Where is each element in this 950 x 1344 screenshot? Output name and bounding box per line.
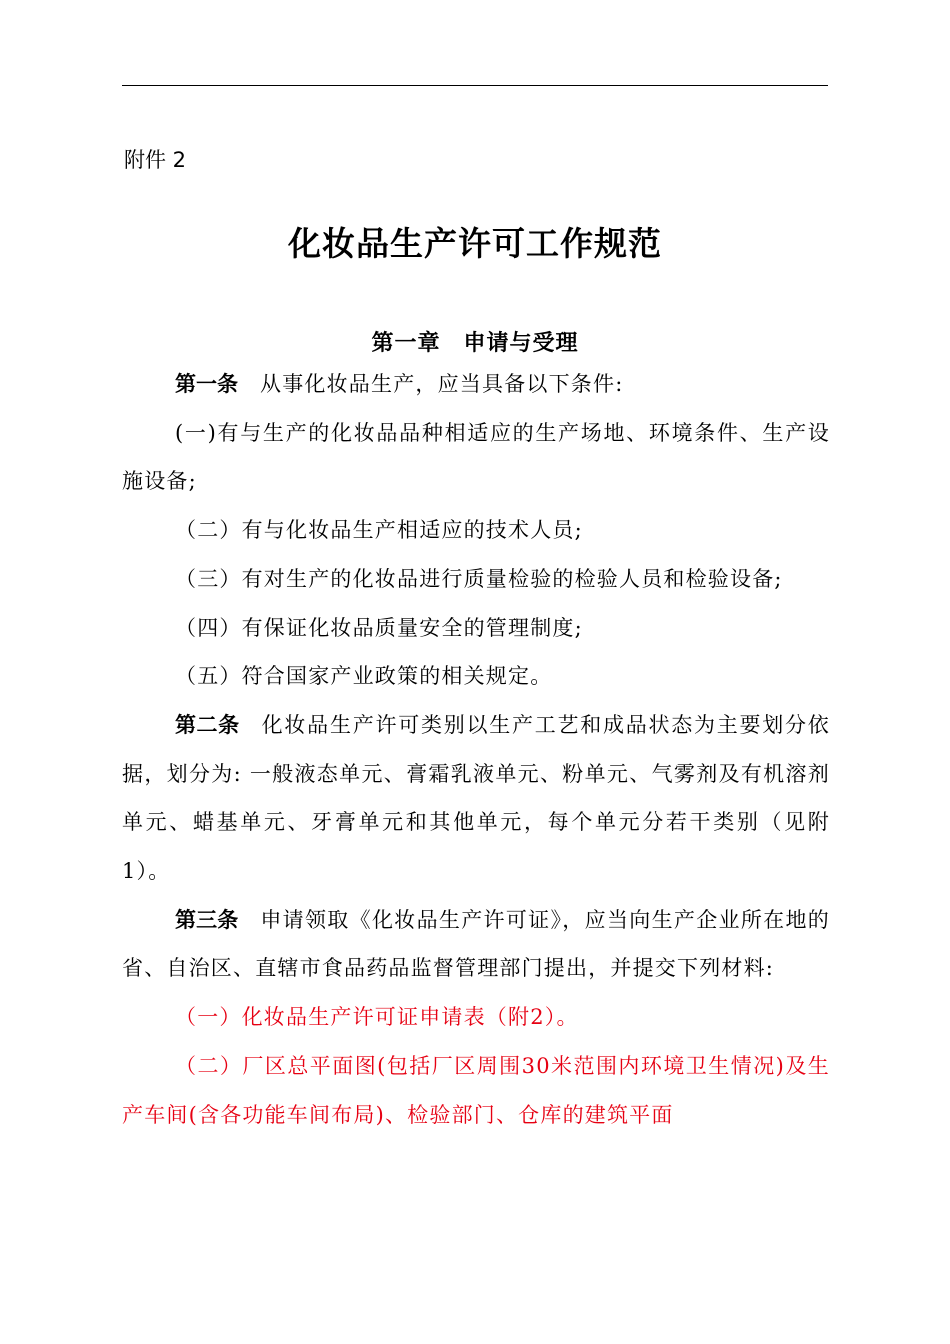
document-title: 化妆品生产许可工作规范 xyxy=(288,224,662,263)
paragraph-text: （一）化妆品生产许可证申请表（附2）。 xyxy=(175,1005,579,1030)
paragraph-text: 申请领取《化妆品生产许可证》，应当向生产企业所在地的省、自治区、直辖市食品药品监督管理部门提出，并提交下列材料: xyxy=(122,907,831,981)
paragraph-text: （二）厂区总平面图(包括厂区周围30米范围内环境卫生情况)及生产车间(含各功能车间布局)、检验部门、仓库的建筑平面 xyxy=(122,1053,830,1127)
paragraph xyxy=(122,409,830,506)
paragraph-text: （五）符合国家产业政策的相关规定。 xyxy=(175,664,553,689)
paragraph xyxy=(122,506,830,555)
paragraph xyxy=(122,360,830,409)
article-label: 第一条 xyxy=(175,372,238,396)
attachment-label: 附件 2 xyxy=(124,148,187,172)
article-label: 第二条 xyxy=(175,712,240,737)
paragraph-text: (一)有与生产的化妆品品种相适应的生产场地、环境条件、生产设施设备; xyxy=(122,420,830,494)
paragraph xyxy=(122,555,830,604)
paragraph-text: （四）有保证化妆品质量安全的管理制度; xyxy=(175,615,583,640)
article-label: 第三条 xyxy=(175,907,239,932)
paragraph-text: （三）有对生产的化妆品进行质量检验的检验人员和检验设备; xyxy=(175,566,783,591)
paragraph xyxy=(122,652,830,701)
paragraph-text: （二）有与化妆品生产相适应的技术人员; xyxy=(175,518,583,543)
chapter-heading: 第一章 申请与受理 xyxy=(371,330,579,356)
paragraph-highlighted xyxy=(122,993,830,1042)
paragraph-text: 化妆品生产许可类别以生产工艺和成品状态为主要划分依据，划分为: 一般液态单元、膏霜乳液单元、粉单元、气雾剂及有机溶剂单元、蜡基单元、牙膏单元和其他单元，每个单元分若干类别（见附1）。 xyxy=(122,712,831,884)
paragraph xyxy=(122,701,830,896)
paragraph xyxy=(122,896,830,993)
header-rule xyxy=(122,85,828,86)
paragraph-text: 从事化妆品生产，应当具备以下条件: xyxy=(260,372,624,396)
document-body xyxy=(122,360,830,1139)
paragraph-highlighted xyxy=(122,1042,830,1139)
paragraph xyxy=(122,604,830,653)
